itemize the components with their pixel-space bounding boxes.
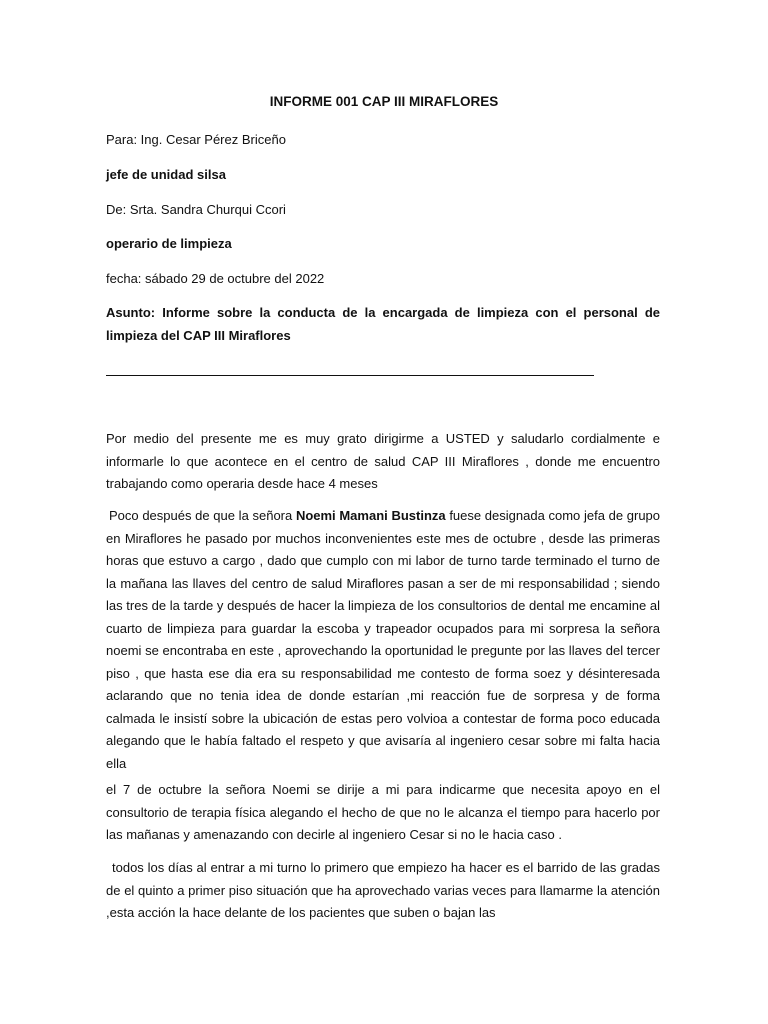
document-title: INFORME 001 CAP III MIRAFLORES xyxy=(269,94,499,109)
recipient-role: jefe de unidad silsa xyxy=(106,167,226,182)
recipient-line: Para: Ing. Cesar Pérez Briceño xyxy=(106,132,286,147)
sender-role: operario de limpieza xyxy=(106,236,232,251)
body-paragraph-2 xyxy=(106,505,660,775)
paragraph-2-text-end: fuese designada como jefa de grupo en Miraflores he pasado por muchos inconvenientes este mes de octubre , desde las primeras horas que estuvo a cargo , dado que cumplo con mi labor de turno tarde terminado el turno de la mañana las llaves del centro de salud Miraflores pasan a ser de mi responsabilidad ; siendo las tres de la tarde y después de hacer la limpieza de los consultorios de dental me encamine al cuarto de limpieza para guardar la escoba y trapeador ocupados para mi sorpresa la señora noemi se encontraba en este , aprovechando la oportunidad le pregunte por las llaves del tercer piso , que hasta ese dia era su responsabilidad me contesto de forma soez y désinteresada aclarando que no tenia idea de donde estarían ,mi reacción fue de sorpresa y de forma calmada le insistí sobre la ubicación de estas pero volvioa a contestar de forma poco educada alegando que le había faltado el respeto y que avisaría al ingeniero cesar sobre mi falta hacia ella xyxy=(106,508,661,771)
paragraph-2-text-start: Poco después de que la señora xyxy=(109,508,296,523)
separator-line xyxy=(106,375,594,376)
body-paragraph-1: Por medio del presente me es muy grato dirigirme a USTED y saludarlo cordialmente e informarle lo que acontece en el centro de salud CAP III Miraflores , donde me encuentro trabajando como operaria desde hace 4 meses xyxy=(106,431,660,491)
body-paragraph-4: todos los días al entrar a mi turno lo primero que empiezo ha hacer es el barrido de las gradas de el quinto a primer piso situación que ha aprovechado varias veces para llamarme la atención ,esta acción la hace delante de los pacientes que suben o bajan las xyxy=(106,860,660,920)
named-person: Noemi Mamani Bustinza xyxy=(295,508,446,523)
body-paragraph-3: el 7 de octubre la señora Noemi se dirije a mi para indicarme que necesita apoyo en el consultorio de terapia física alegando el hecho de que no le alcanza el tiempo para hacerlo por las mañanas y amenazando con decirle al ingeniero Cesar si no le hacia caso . xyxy=(106,782,660,842)
date-line: fecha: sábado 29 de octubre del 2022 xyxy=(106,271,325,286)
subject-line: Asunto: Informe sobre la conducta de la encargada de limpieza con el personal de limpieza del CAP III Miraflores xyxy=(106,305,660,343)
sender-line: De: Srta. Sandra Churqui Ccori xyxy=(106,202,286,217)
